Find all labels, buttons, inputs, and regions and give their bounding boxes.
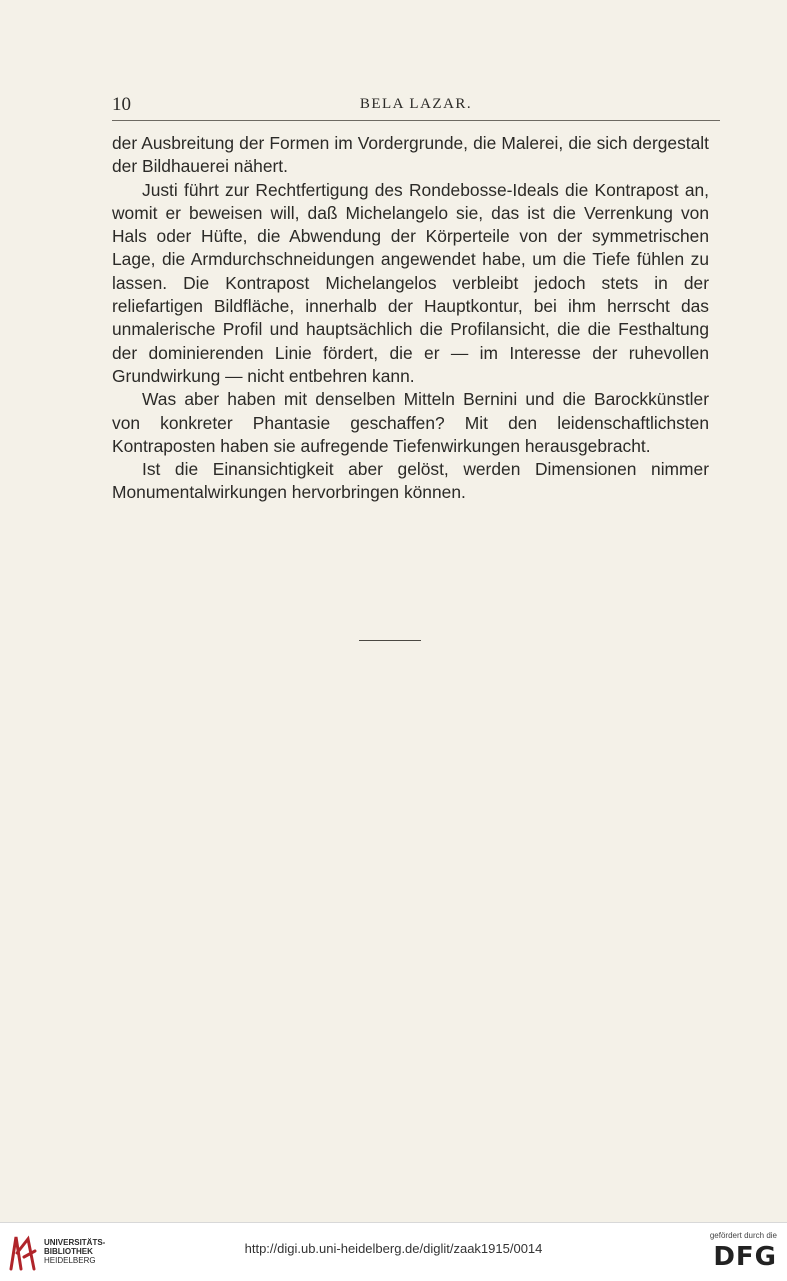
dfg-logo[interactable]: DFG xyxy=(713,1242,777,1272)
library-name-line: BIBLIOTHEK xyxy=(44,1247,93,1256)
paragraph: der Ausbreitung der Formen im Vordergrunde, die Malerei, die sich dergestalt der Bildhauerei nähert. xyxy=(112,133,709,177)
paragraph: Ist die Einansichtigkeit aber gelöst, werden Dimensionen nimmer Monumentalwirkungen hervorbringen können. xyxy=(112,459,709,503)
running-title: BELA LAZAR. xyxy=(359,96,473,112)
library-name-line: UNIVERSITÄTS- xyxy=(44,1238,106,1247)
section-end-rule xyxy=(359,640,421,641)
page-number: 10 xyxy=(112,94,131,115)
paragraph: Justi führt zur Rechtfertigung des Rondebosse-Ideals die Kontrapost an, womit er beweisen will, daß Michelangelo sie, das ist die Verrenkung von Hals oder Hüfte, die Abwendung der Körperteile von der symmetrischen Lage, die Armdurchschneidungen angewendet habe, um die Tiefe fühlen zu lassen. Die Kontrapost Michelangelos verbleibt jedoch stets in der reliefartigen Bildfläche, innerhalb der Hauptkontur, bei ihm herrscht das unmalerische Profil und hauptsächlich die Profilansicht, die die Festhaltung der dominierenden Linie fördert, die er — im Interesse der ruhevollen Grundwirkung — nicht entbehren kann. xyxy=(112,179,709,386)
body-text xyxy=(112,132,709,505)
permalink-url[interactable]: http://digi.ub.uni-heidelberg.de/diglit/zaak1915/0014 xyxy=(244,1241,543,1256)
viewer-footer xyxy=(0,1222,787,1281)
library-name-line: HEIDELBERG xyxy=(44,1256,96,1265)
page-header xyxy=(112,94,720,121)
paragraph: Was aber haben mit denselben Mitteln Bernini und die Barockkünstler von konkreter Phantasie geschaffen? Mit den leidenschaftlichsten Kontraposten haben sie aufregende Tiefenwirkungen herausgebracht. xyxy=(112,389,709,456)
funding-caption: gefördert durch die xyxy=(709,1231,777,1240)
